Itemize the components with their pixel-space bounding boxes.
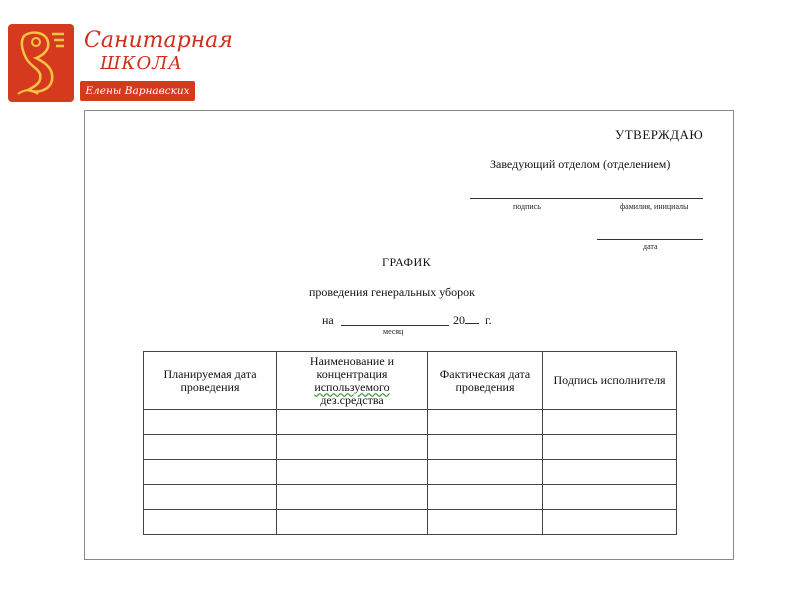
table-cell[interactable] (144, 510, 277, 535)
table-cell[interactable] (277, 485, 428, 510)
name-caption: фамилия, инициалы (620, 202, 689, 211)
table-cell[interactable] (543, 435, 677, 460)
approver-position: Заведующий отделом (отделением) (490, 157, 671, 171)
date-line (597, 239, 703, 240)
year-field (453, 313, 479, 328)
month-blank-line (341, 325, 449, 326)
table-cell[interactable] (277, 410, 428, 435)
table-cell[interactable] (543, 410, 677, 435)
table-row (144, 410, 677, 435)
signature-line (470, 198, 703, 199)
mermaid-emblem-icon (12, 28, 70, 98)
table-cell[interactable] (428, 410, 543, 435)
col-agent-name-text: Наименование и концентрация (309, 353, 395, 381)
table-cell[interactable] (277, 435, 428, 460)
signature-caption: подпись (513, 202, 541, 211)
year-suffix: г. (485, 313, 492, 327)
brand-title: Санитарная (84, 28, 233, 53)
table-cell[interactable] (144, 435, 277, 460)
table-cell[interactable] (277, 510, 428, 535)
document-subtitle: проведения генеральных уборок (309, 285, 475, 299)
col-signature: Подпись исполнителя (543, 352, 677, 410)
col-planned-date: Планируемая дата проведения (144, 352, 277, 410)
year-prefix: 20 (453, 313, 465, 327)
table-row (144, 510, 677, 535)
col-actual-date: Фактическая дата проведения (428, 352, 543, 410)
schedule-form (84, 110, 734, 560)
approve-heading: УТВЕРЖДАЮ (615, 127, 704, 142)
table-cell[interactable] (144, 485, 277, 510)
table-row (144, 435, 677, 460)
col-agent-name (277, 352, 428, 410)
school-logo (8, 24, 74, 102)
table-cell[interactable] (428, 460, 543, 485)
brand-subtitle: ШКОЛА (100, 53, 183, 74)
schedule-table (143, 351, 677, 535)
table-header-row (144, 352, 677, 410)
table-row (144, 460, 677, 485)
col-agent-name-line3: используемого (314, 379, 390, 394)
table-row (144, 485, 677, 510)
table-cell[interactable] (144, 410, 277, 435)
table-cell[interactable] (543, 485, 677, 510)
table-cell[interactable] (144, 460, 277, 485)
document-title: ГРАФИК (382, 255, 432, 269)
table-cell[interactable] (428, 435, 543, 460)
brand-plate: Елены Варнавских (80, 81, 195, 101)
date-caption: дата (643, 242, 658, 251)
table-cell[interactable] (428, 485, 543, 510)
table-cell[interactable] (277, 460, 428, 485)
period-prefix: на (322, 313, 334, 327)
table-cell[interactable] (543, 460, 677, 485)
table-cell[interactable] (428, 510, 543, 535)
table-cell[interactable] (543, 510, 677, 535)
month-caption: месяц (383, 327, 404, 336)
year-blank-line (465, 313, 479, 324)
col-agent-name-line4: дез.средства (320, 392, 384, 407)
